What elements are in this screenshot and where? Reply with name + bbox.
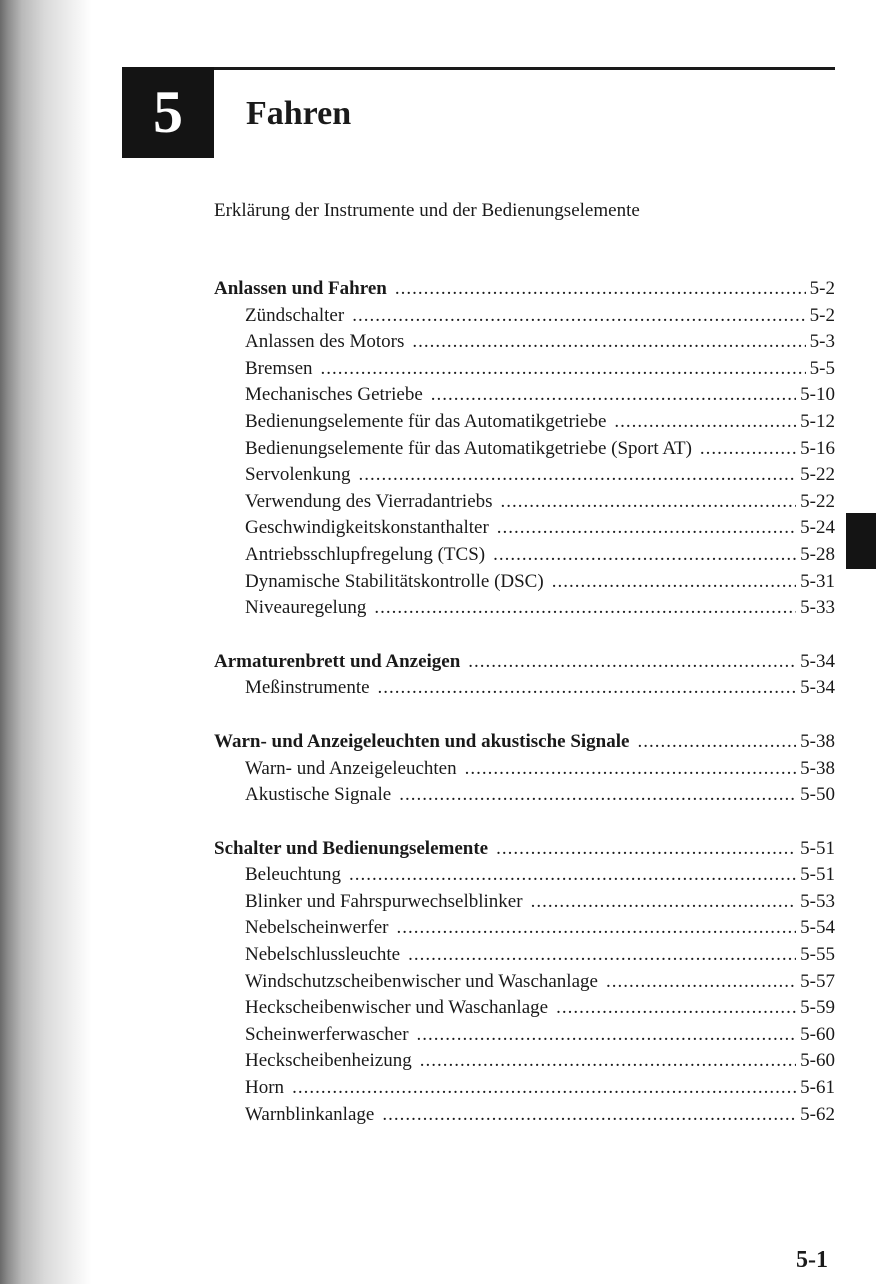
toc-entry bbox=[214, 436, 835, 463]
dot-leader bbox=[493, 542, 796, 569]
toc-entry-label: Nebelscheinwerfer bbox=[245, 917, 389, 939]
chapter-title: Fahren bbox=[246, 95, 352, 132]
toc-entry-label: Meßinstrumente bbox=[245, 677, 370, 699]
dot-leader bbox=[556, 995, 796, 1022]
dot-leader bbox=[531, 889, 797, 916]
toc-entry-label: Dynamische Stabilitätskontrolle (DSC) bbox=[245, 570, 544, 592]
toc-entry-label: Bremsen bbox=[245, 357, 313, 379]
toc-entry-label: Akustische Signale bbox=[245, 784, 392, 806]
dot-leader bbox=[637, 729, 796, 756]
toc-entry bbox=[214, 1048, 835, 1075]
toc-entry bbox=[214, 756, 835, 783]
dot-leader bbox=[374, 595, 796, 622]
toc-entry-label: Anlassen des Motors bbox=[245, 331, 405, 353]
dot-leader bbox=[321, 356, 806, 383]
toc-entry-page: 5-51 bbox=[800, 864, 835, 886]
table-of-contents bbox=[214, 276, 835, 1155]
dot-leader bbox=[606, 969, 796, 996]
toc-entry-label: Warnblinkanlage bbox=[245, 1103, 375, 1125]
page-binding-gutter bbox=[0, 0, 92, 1284]
toc-entry-label: Mechanisches Getriebe bbox=[245, 384, 423, 406]
toc-entry-page: 5-50 bbox=[800, 784, 835, 806]
toc-section bbox=[214, 649, 835, 702]
toc-entry-label: Servolenkung bbox=[245, 464, 351, 486]
toc-entry-page: 5-24 bbox=[800, 517, 835, 539]
toc-entry bbox=[214, 782, 835, 809]
dot-leader bbox=[420, 1048, 796, 1075]
dot-leader bbox=[412, 329, 805, 356]
toc-entry-page: 5-60 bbox=[800, 1050, 835, 1072]
toc-entry-page: 5-16 bbox=[800, 437, 835, 459]
toc-entry-label: Geschwindigkeitskonstanthalter bbox=[245, 517, 489, 539]
toc-entry bbox=[214, 515, 835, 542]
toc-entry bbox=[214, 409, 835, 436]
toc-entry-label: Bedienungselemente für das Automatikgetriebe bbox=[245, 410, 607, 432]
toc-entry-label: Nebelschlussleuchte bbox=[245, 944, 401, 966]
toc-section-heading bbox=[214, 276, 835, 303]
toc-entry bbox=[214, 675, 835, 702]
toc-entry-page: 5-38 bbox=[800, 757, 835, 779]
toc-section-heading-label: Armaturenbrett und Anzeigen bbox=[214, 650, 461, 672]
dot-leader bbox=[378, 675, 797, 702]
dot-leader bbox=[501, 489, 797, 516]
toc-entry-label: Beleuchtung bbox=[245, 864, 342, 886]
dot-leader bbox=[292, 1075, 796, 1102]
toc-entry bbox=[214, 1102, 835, 1129]
dot-leader bbox=[349, 862, 796, 889]
dot-leader bbox=[417, 1022, 797, 1049]
toc-entry-page: 5-34 bbox=[800, 677, 835, 699]
toc-entry-page: 5-59 bbox=[800, 997, 835, 1019]
toc-entry bbox=[214, 1075, 835, 1102]
toc-entry-page: 5-22 bbox=[800, 464, 835, 486]
dot-leader bbox=[395, 276, 806, 303]
toc-section bbox=[214, 729, 835, 809]
toc-entry bbox=[214, 303, 835, 330]
toc-entry bbox=[214, 969, 835, 996]
toc-entry bbox=[214, 595, 835, 622]
dot-leader bbox=[468, 649, 796, 676]
toc-entry-label: Horn bbox=[245, 1077, 285, 1099]
dot-leader bbox=[408, 942, 796, 969]
chapter-number-box: 5 bbox=[122, 67, 214, 158]
toc-entry-page: 5-61 bbox=[800, 1077, 835, 1099]
toc-entry bbox=[214, 569, 835, 596]
toc-entry-label: Heckscheibenheizung bbox=[245, 1050, 412, 1072]
dot-leader bbox=[396, 915, 796, 942]
toc-section-heading-page: 5-38 bbox=[800, 730, 835, 752]
chapter-thumb-tab bbox=[846, 513, 876, 569]
toc-section-heading-label: Schalter und Bedienungselemente bbox=[214, 837, 489, 859]
toc-entry bbox=[214, 995, 835, 1022]
toc-entry bbox=[214, 542, 835, 569]
toc-entry-label: Verwendung des Vierradantriebs bbox=[245, 490, 493, 512]
dot-leader bbox=[465, 756, 797, 783]
toc-entry bbox=[214, 356, 835, 383]
toc-entry bbox=[214, 1022, 835, 1049]
toc-section-heading bbox=[214, 729, 835, 756]
dot-leader bbox=[497, 515, 796, 542]
toc-entry bbox=[214, 462, 835, 489]
toc-entry bbox=[214, 489, 835, 516]
toc-entry-page: 5-53 bbox=[800, 890, 835, 912]
dot-leader bbox=[399, 782, 796, 809]
toc-entry-label: Blinker und Fahrspurwechselblinker bbox=[245, 890, 523, 912]
toc-entry bbox=[214, 915, 835, 942]
toc-section-heading-label: Anlassen und Fahren bbox=[214, 278, 387, 299]
dot-leader bbox=[352, 303, 805, 330]
toc-entry-page: 5-57 bbox=[800, 970, 835, 992]
chapter-top-rule bbox=[122, 67, 835, 70]
dot-leader bbox=[552, 569, 796, 596]
dot-leader bbox=[496, 836, 796, 863]
dot-leader bbox=[614, 409, 796, 436]
toc-entry-page: 5-10 bbox=[800, 384, 835, 406]
page-number: 5-1 bbox=[796, 1247, 828, 1273]
toc-entry-page: 5-31 bbox=[800, 570, 835, 592]
dot-leader bbox=[700, 436, 796, 463]
toc-entry-label: Windschutzscheibenwischer und Waschanlage bbox=[245, 970, 598, 992]
toc-entry-page: 5-55 bbox=[800, 944, 835, 966]
toc-entry-page: 5-54 bbox=[800, 917, 835, 939]
toc-section-heading-page: 5-2 bbox=[809, 278, 835, 299]
toc-entry-page: 5-33 bbox=[800, 597, 835, 619]
toc-section bbox=[214, 276, 835, 622]
toc-entry-label: Scheinwerferwascher bbox=[245, 1023, 409, 1045]
toc-entry bbox=[214, 942, 835, 969]
toc-entry-page: 5-22 bbox=[800, 490, 835, 512]
toc-entry-page: 5-28 bbox=[800, 543, 835, 565]
toc-entry bbox=[214, 889, 835, 916]
toc-entry-page: 5-2 bbox=[809, 304, 835, 326]
toc-entry bbox=[214, 329, 835, 356]
toc-entry-page: 5-62 bbox=[800, 1103, 835, 1125]
toc-section bbox=[214, 836, 835, 1129]
toc-entry-label: Zündschalter bbox=[245, 304, 345, 326]
toc-section-heading-page: 5-34 bbox=[800, 650, 835, 672]
toc-entry bbox=[214, 382, 835, 409]
toc-section-heading-label: Warn- und Anzeigeleuchten und akustische Signale bbox=[214, 730, 630, 752]
toc-entry-page: 5-3 bbox=[809, 331, 835, 353]
dot-leader bbox=[382, 1102, 796, 1129]
toc-entry-label: Bedienungselemente für das Automatikgetriebe (Sport AT) bbox=[245, 437, 692, 459]
toc-section-heading bbox=[214, 649, 835, 676]
dot-leader bbox=[359, 462, 797, 489]
toc-entry-label: Niveauregelung bbox=[245, 597, 367, 619]
toc-section-heading bbox=[214, 836, 835, 863]
toc-entry-label: Antriebsschlupfregelung (TCS) bbox=[245, 543, 486, 565]
toc-section-heading-page: 5-51 bbox=[800, 837, 835, 859]
toc-entry bbox=[214, 862, 835, 889]
toc-entry-label: Heckscheibenwischer und Waschanlage bbox=[245, 997, 549, 1019]
dot-leader bbox=[431, 382, 796, 409]
toc-entry-page: 5-5 bbox=[809, 357, 835, 379]
toc-entry-label: Warn- und Anzeigeleuchten bbox=[245, 757, 457, 779]
chapter-subtitle: Erklärung der Instrumente und der Bedienungselemente bbox=[214, 200, 640, 221]
toc-entry-page: 5-60 bbox=[800, 1023, 835, 1045]
toc-entry-page: 5-12 bbox=[800, 410, 835, 432]
